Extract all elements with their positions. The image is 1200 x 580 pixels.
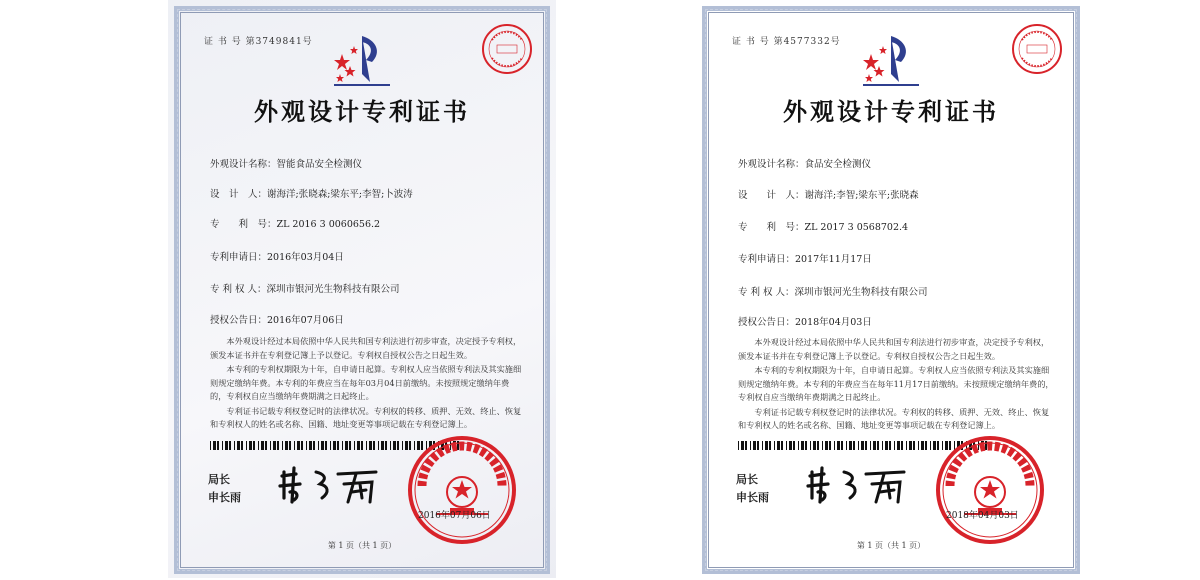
grant-date-field: 授权公告日：2018年04月03日 [738, 317, 872, 328]
patent-number-field: 专 利 号：ZL 2017 3 0568702.4 [738, 222, 909, 233]
certificate-title: 外观设计专利证书 [783, 97, 999, 126]
director-signature-icon [276, 462, 386, 508]
design-name-field: 外观设计名称：食品安全检测仪 [738, 159, 872, 170]
designer-field: 设 计 人：谢海洋;李智;梁东平;张晓森 [738, 190, 919, 201]
body-paragraph: 专利证书记载专利权登记时的法律状况。专利权的转移、质押、无效、终止、恢复和专利权人的姓名或名称、国籍、地址变更等事项记载在专利登记簿上。 [738, 406, 1050, 430]
patent-office-logo-icon [332, 32, 392, 88]
grant-date-field: 授权公告日：2016年07月06日 [210, 315, 344, 326]
designer-field: 设 计 人：谢海洋;张晓森;梁东平;李智;卜波涛 [210, 189, 413, 200]
body-paragraph: 专利证书记载专利权登记时的法律状况。专利权的转移、质押、无效、终止、恢复和专利权人的姓名或名称、国籍、地址变更等事项记载在专利登记簿上。 [210, 405, 522, 429]
director-title: 局长 [208, 473, 230, 486]
body-paragraph: 本外观设计经过本局依照中华人民共和国专利法进行初步审查，决定授予专利权，颁发本证书并在专利登记簿上予以登记。专利权自授权公告之日起生效。 [738, 337, 1050, 361]
director-name: 申长雨 [208, 491, 241, 504]
body-paragraph: 本专利的专利权期限为十年，自申请日起算。专利权人应当依照专利法及其实施细则规定缴纳年费。本专利的年费应当在每年03月04日前缴纳。未按照规定缴纳年费的，专利权自应当缴纳年费期满之日起终止。 [210, 364, 522, 401]
agency-stamp-icon [1010, 22, 1064, 76]
patent-certificate-1 [168, 0, 556, 578]
filing-date-field: 专利申请日：2016年03月04日 [210, 252, 344, 263]
seal-date: 2016年07月06日 [418, 511, 491, 521]
page-indicator: 第 1 页（共 1 页） [856, 541, 926, 550]
official-seal-icon [934, 434, 1046, 546]
design-name-field: 外观设计名称：智能食品安全检测仪 [210, 159, 363, 170]
official-seal-icon [406, 434, 518, 546]
certificate-title: 外观设计专利证书 [254, 97, 470, 126]
patent-certificate-2 [696, 0, 1086, 578]
certificate-number: 证 书 号 第4577332号 [732, 37, 841, 47]
director-signature-icon [804, 462, 914, 508]
filing-date-field: 专利申请日：2017年11月17日 [738, 254, 872, 265]
seal-date: 2018年04月03日 [946, 511, 1019, 521]
director-title: 局长 [736, 473, 758, 486]
body-paragraph: 本外观设计经过本局依照中华人民共和国专利法进行初步审查，决定授予专利权，颁发本证书并在专利登记簿上予以登记。专利权自授权公告之日起生效。 [210, 336, 522, 360]
director-name: 申长雨 [736, 491, 769, 504]
agency-stamp-icon [480, 22, 534, 76]
certificate-body-text [738, 336, 1054, 433]
patentee-field: 专 利 权 人：深圳市银河光生物科技有限公司 [210, 284, 400, 295]
patentee-field: 专 利 权 人：深圳市银河光生物科技有限公司 [738, 287, 928, 298]
body-paragraph: 本专利的专利权期限为十年，自申请日起算。专利权人应当依照专利法及其实施细则规定缴纳年费。本专利的年费应当在每年11月17日前缴纳。未按照规定缴纳年费的，专利权自应当缴纳年费期满之日起终止。 [738, 365, 1054, 402]
patent-office-logo-icon [861, 32, 921, 88]
patent-number-field: 专 利 号：ZL 2016 3 0060656.2 [210, 219, 381, 230]
certificate-body-text [210, 335, 524, 432]
page-indicator: 第 1 页（共 1 页） [327, 541, 397, 550]
certificate-number: 证 书 号 第3749841号 [204, 37, 313, 47]
